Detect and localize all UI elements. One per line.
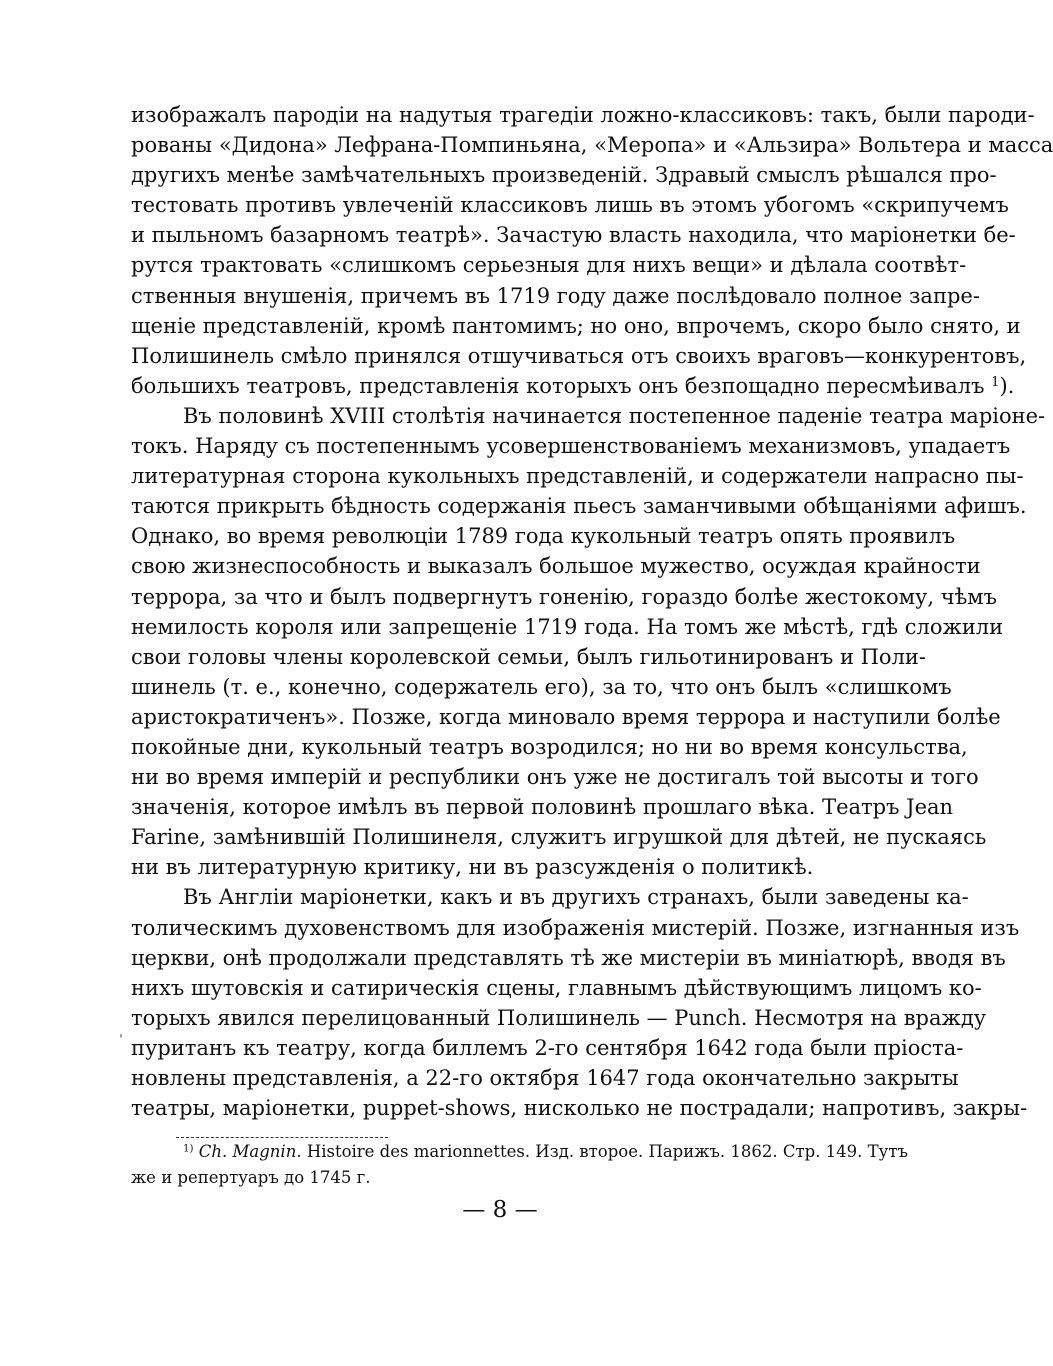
text-line: значенія, которое имѣлъ въ первой половинѣ прошлаго вѣка. Театръ Jean	[131, 795, 954, 820]
footnote-reference[interactable]: 1	[991, 374, 1000, 390]
footnote-reference-close: ).	[999, 373, 1015, 398]
text-line: токъ. Наряду съ постепеннымъ усовершенствованіемъ механизмовъ, упадаетъ	[131, 434, 1011, 459]
footnote-line	[131, 1139, 909, 1165]
text-line: тестовать противъ увлеченій классиковъ лишь въ этомъ убогомъ «скрипучемъ	[131, 193, 1009, 218]
text-line: свою жизнеспособность и выказалъ большое мужество, осуждая крайности	[131, 554, 981, 579]
text-line: пуританъ къ театру, когда биллемъ 2-го сентября 1642 года были пріоста-	[131, 1035, 964, 1060]
footnote-marker: 1)	[183, 1143, 194, 1155]
text-line: свои головы члены королевской семьи, былъ гильотинированъ и Поли-	[131, 644, 927, 669]
text-line: ни во время имперій и республики онъ уже не достигалъ той высоты и того	[131, 765, 979, 790]
text-line: нихъ шутовскія и сатирическія сцены, главнымъ дѣйствующимъ лицомъ ко-	[131, 975, 982, 1000]
text-line: рутся трактовать «слишкомъ серьезныя для нихъ вещи» и дѣлала соотвѣт-	[131, 253, 967, 278]
text-line: новлены представленія, а 22-го октября 1647 года окончательно закрыты	[131, 1066, 959, 1090]
paragraph-start-line: Въ половинѣ XVIII столѣтія начинается постепенное паденіе театра маріоне-	[183, 403, 1046, 428]
text-line: аристократиченъ». Позже, когда миновало время террора и наступили болѣе	[131, 704, 1001, 729]
text-line: немилость короля или запрещеніе 1719 года. На томъ же мѣстѣ, гдѣ сложили	[131, 614, 1004, 639]
margin-mark: ˌ	[119, 1024, 123, 1040]
main-text	[131, 100, 1053, 1123]
text-line: ни въ литературную критику, ни въ разсужденія о политикѣ.	[131, 855, 814, 880]
footnote-block	[131, 1139, 909, 1191]
text-line: ственныя внушенія, причемъ въ 1719 году даже послѣдовало полное запре-	[131, 283, 980, 308]
text-line: и пыльномъ базарномъ театрѣ». Зачастую власть находила, что маріонетки бе-	[131, 223, 1016, 248]
paragraph-start-line: Въ Англіи маріонетки, какъ и въ другихъ странахъ, были заведены ка-	[183, 885, 969, 910]
footnote-author: Ch. Magnin.	[198, 1142, 302, 1161]
text-line: террора, за что и былъ подвергнутъ гоненію, гораздо болѣе жестокому, чѣмъ	[131, 584, 997, 609]
footnote-line: же и репертуаръ до 1745 г.	[131, 1168, 371, 1187]
footnote-text: Histoire des marionnettes. Изд. второе. Парижъ. 1862. Стр. 149. Тутъ	[306, 1142, 909, 1161]
footnote-divider	[176, 1137, 388, 1138]
text-line	[131, 371, 1015, 401]
text-line: щеніе представленій, кромѣ пантомимъ; но оно, впрочемъ, скоро было снято, и	[131, 313, 1021, 338]
text-line: Однако, во время революціи 1789 года кукольный театръ опять проявилъ	[131, 524, 956, 549]
text-line: другихъ менѣе замѣчательныхъ произведеній. Здравый смыслъ рѣшался про-	[131, 163, 997, 188]
text-line: толическимъ духовенствомъ для изображенія мистерій. Позже, изгнанныя изъ	[131, 915, 1020, 940]
text-line: литературная сторона кукольныхъ представленій, и содержатели напрасно пы-	[131, 464, 1024, 489]
text-line: шинель (т. е., конечно, содержатель его), за то, что онъ былъ «слишкомъ	[131, 674, 952, 699]
text-line: театры, маріонетки, puppet-shows, нисколько не пострадали; напротивъ, закры-	[131, 1096, 1028, 1121]
page-number: — 8 —	[462, 1197, 538, 1223]
text-line: церкви, онѣ продолжали представлять тѣ же мистеріи въ миніатюрѣ, вводя въ	[131, 945, 1006, 970]
text-line: рованы «Дидона» Лефрана-Помпиньяна, «Меропа» и «Альзира» Вольтера и масса	[131, 133, 1053, 158]
text-line: торыхъ явился перелицованный Полишинель — Punch. Несмотря на вражду	[131, 1005, 987, 1030]
text-line-content: большихъ театровъ, представленія которыхъ онъ безпощадно пересмѣивалъ	[131, 373, 985, 398]
text-line: Farine, замѣнившій Полишинеля, служитъ игрушкой для дѣтей, не пускаясь	[131, 825, 987, 850]
text-line: Полишинель смѣло принялся отшучиваться отъ своихъ враговъ—конкурентовъ,	[131, 343, 1027, 368]
text-line: покойные дни, кукольный театръ возродился; но ни во время консульства,	[131, 734, 968, 759]
text-line: изображалъ пародіи на надутыя трагедіи ложно-классиковъ: такъ, были пароди-	[131, 103, 1035, 127]
text-line: таются прикрыть бѣдность содержанія пьесъ заманчивыми обѣщаніями афишъ.	[131, 494, 1027, 519]
